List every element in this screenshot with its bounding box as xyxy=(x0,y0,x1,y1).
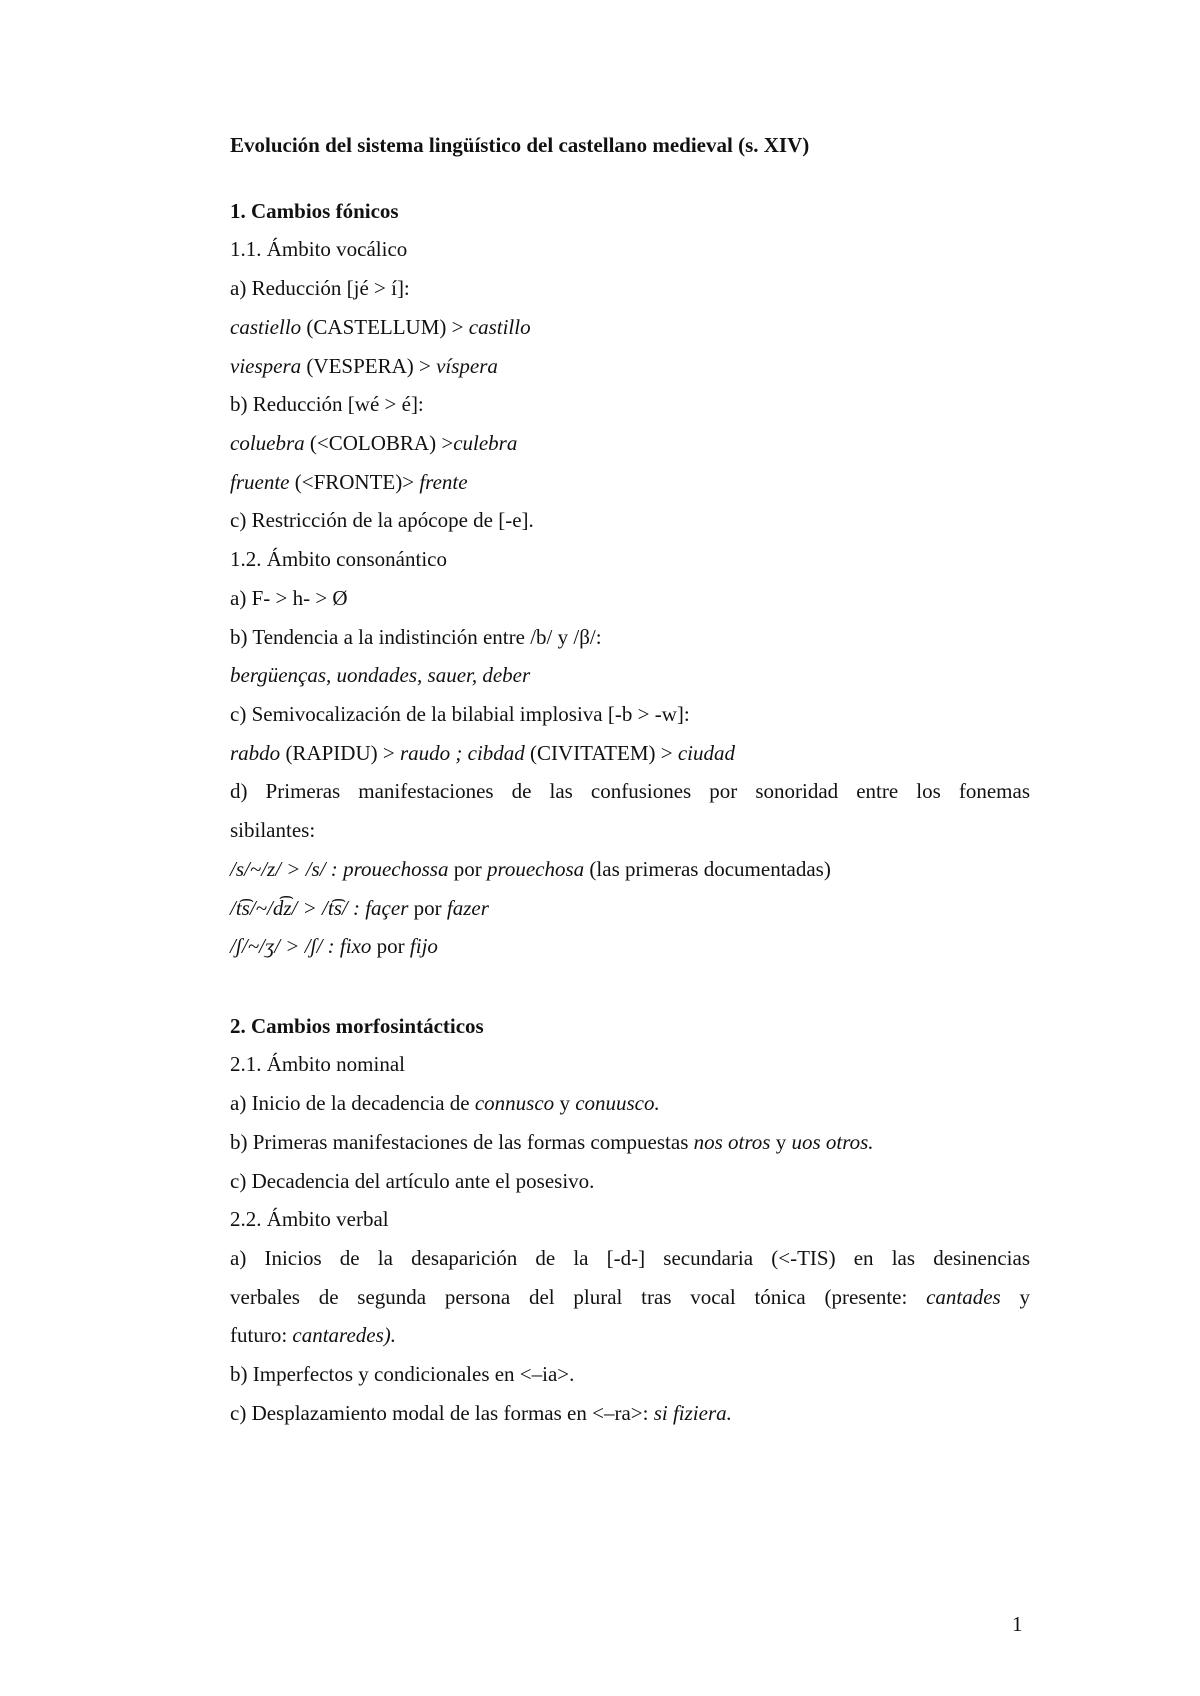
item-1-1-b: b) Reducción [wé > é]: xyxy=(230,392,424,416)
subsection-2-2: 2.2. Ámbito verbal xyxy=(230,1207,389,1231)
example-coluebra: coluebra (<COLOBRA) >culebra xyxy=(230,431,518,455)
item-2-1-b: b) Primeras manifestaciones de las formas compuestas nos otros y uos otros. xyxy=(230,1130,874,1154)
sibilant-example-2: /t͡s/~/d͡z/ > /t͡s/ : façer por fazer xyxy=(230,896,489,920)
example-bergüenças: bergüenças, uondades, sauer, deber xyxy=(230,663,531,687)
example-viespera: viespera (VESPERA) > víspera xyxy=(230,354,498,378)
item-2-1-a: a) Inicio de la decadencia de connusco y conuusco. xyxy=(230,1091,660,1115)
example-rabdo: rabdo (RAPIDU) > raudo ; cibdad (CIVITATEM) > ciudad xyxy=(230,741,735,765)
page-number: 1 xyxy=(1012,1612,1023,1636)
item-2-2-a-line-2: verbales de segunda persona del plural tras vocal tónica (presente: cantades y xyxy=(230,1285,1030,1309)
item-1-1-c: c) Restricción de la apócope de [-e]. xyxy=(230,508,534,532)
item-1-1-a: a) Reducción [jé > í]: xyxy=(230,276,410,300)
section-1-heading: 1. Cambios fónicos xyxy=(230,199,399,223)
item-1-2-d-line-2: sibilantes: xyxy=(230,818,316,842)
item-2-2-c: c) Desplazamiento modal de las formas en <–ra>: si fiziera. xyxy=(230,1401,732,1425)
item-1-2-d-line-1: d) Primeras manifestaciones de las confusiones por sonoridad entre los fonemas xyxy=(230,779,1030,803)
item-2-2-a-line-3: futuro: cantaredes). xyxy=(230,1323,397,1347)
subsection-1-2: 1.2. Ámbito consonántico xyxy=(230,547,447,571)
subsection-1-1: 1.1. Ámbito vocálico xyxy=(230,237,408,261)
item-1-2-c: c) Semivocalización de la bilabial implosiva [-b > -w]: xyxy=(230,702,690,726)
document-title: Evolución del sistema lingüístico del castellano medieval (s. XIV) xyxy=(230,133,810,157)
item-2-2-b: b) Imperfectos y condicionales en <–ia>. xyxy=(230,1362,575,1386)
sibilant-example-3: /ʃ/~/ʒ/ > /ʃ/ : fixo por fijo xyxy=(230,934,438,958)
item-1-2-a: a) F- > h- > Ø xyxy=(230,586,348,610)
subsection-2-1: 2.1. Ámbito nominal xyxy=(230,1052,405,1076)
item-2-1-c: c) Decadencia del artículo ante el posesivo. xyxy=(230,1169,595,1193)
section-2-heading: 2. Cambios morfosintácticos xyxy=(230,1014,484,1038)
example-castiello: castiello (CASTELLUM) > castillo xyxy=(230,315,531,339)
item-1-2-b: b) Tendencia a la indistinción entre /b/ y /β/: xyxy=(230,625,602,649)
sibilant-example-1: /s/~/z/ > /s/ : prouechossa por prouechosa (las primeras documentadas) xyxy=(230,857,831,881)
example-fruente: fruente (<FRONTE)> frente xyxy=(230,470,468,494)
item-2-2-a-line-1: a) Inicios de la desaparición de la [-d-] secundaria (<-TIS) en las desinencias xyxy=(230,1246,1030,1270)
